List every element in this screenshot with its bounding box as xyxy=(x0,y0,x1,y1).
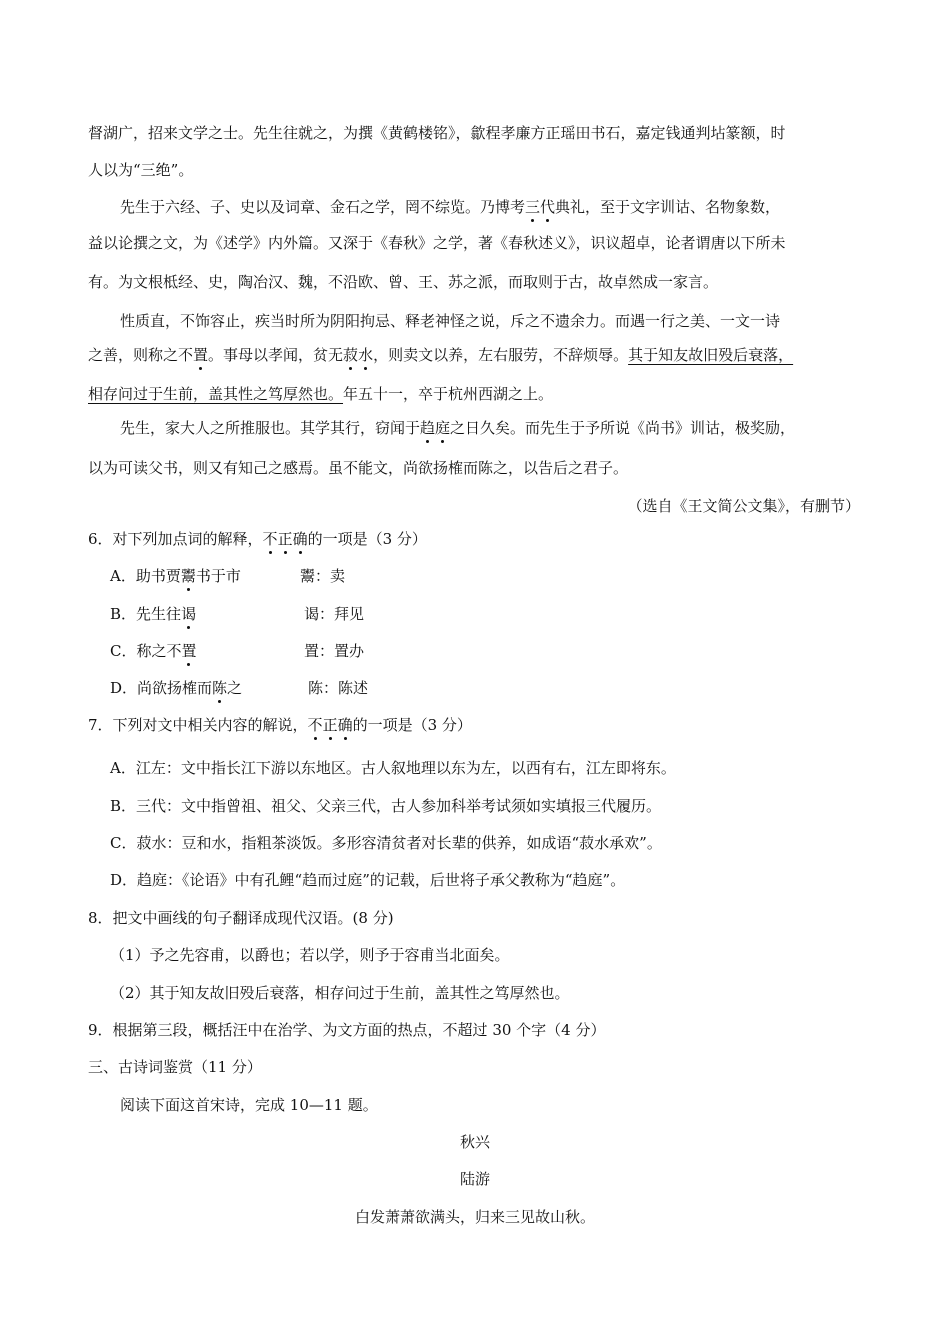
emphasis-dot-char: 置 xyxy=(181,642,197,660)
question-7-option-c: C．菽水：豆和水，指粗茶淡饭。多形容清贫者对长辈的供养，如成语“菽水承欢”。 xyxy=(110,834,662,852)
emphasis-dot-char: 不 xyxy=(262,530,278,548)
emphasis-dot-char: 不 xyxy=(307,716,323,734)
passage-line: 人以为“三绝”。 xyxy=(88,161,194,179)
passage-line xyxy=(88,384,553,404)
question-6-option-d-gloss: 陈：陈述 xyxy=(308,679,369,697)
emphasis-dot-char: 庭 xyxy=(435,419,451,437)
text-run: 之善，则称之不 xyxy=(88,346,194,364)
text-run: ，则卖文以养，左右服劳，不辞烦辱。 xyxy=(373,346,629,364)
question-6-option-c-gloss: 置：置办 xyxy=(304,642,365,660)
poem-author: 陆游 xyxy=(459,1170,490,1188)
text-run: 之日久矣。而先生于予所说《尚书》训诂，极奖励， xyxy=(450,419,796,437)
emphasis-dot-char: 水 xyxy=(358,346,374,364)
passage-line: 有。为文根柢经、史，陶冶汉、魏，不沿欧、曾、王、苏之派，而取则于古，故卓然成一家言。 xyxy=(88,273,719,291)
text-run: 之 xyxy=(227,679,243,697)
passage-source: （选自《王文简公文集》，有删节） xyxy=(627,497,860,515)
passage-paragraph-3-line: 性质直，不饰容止，疾当时所为阴阳拘忌、释老神怪之说，斥之不遗余力。而遇一行之美、一文一诗 xyxy=(120,312,781,330)
question-9-stem: 9．根据第三段，概括汪中在治学、为文方面的热点，不超过 30 个字（4 分） xyxy=(88,1021,606,1039)
question-7-stem xyxy=(88,715,472,735)
passage-line xyxy=(88,345,793,365)
passage-paragraph-4-line xyxy=(120,418,795,438)
question-6-option-a-gloss: 鬻：卖 xyxy=(300,567,346,585)
question-8-item-2: （2）其于知友故旧殁后衰落，相存问过于生前，盖其性之笃厚然也。 xyxy=(110,984,570,1002)
text-run: C．称之不 xyxy=(110,642,182,660)
passage-line: 督湖广，招来文学之士。先生往就之，为撰《黄鹤楼铭》，歙程孝廉方正瑶田书石，嘉定钱通判坫篆额，时 xyxy=(88,124,786,142)
emphasis-dot-char: 鬻 xyxy=(180,567,196,585)
poem-line: 白发萧萧欲满头，归来三见故山秋。 xyxy=(354,1208,595,1226)
question-6-stem xyxy=(88,529,427,549)
emphasis-dot-char: 趋 xyxy=(420,419,436,437)
text-run: 6．对下列加点词的解释， xyxy=(88,530,263,548)
emphasis-dot-char: 谒 xyxy=(181,605,197,623)
emphasis-dot-char: 置 xyxy=(193,346,209,364)
text-run: 典礼，至于文字训诂、名物象数， xyxy=(555,198,781,216)
emphasis-dot-char: 三 xyxy=(525,198,541,216)
question-6-option-b-gloss: 谒：拜见 xyxy=(304,605,365,623)
passage-line: 益以论撰之文，为《述学》内外篇。又深于《春秋》之学，著《春秋述义》，识议超卓，论者谓唐以下所未 xyxy=(88,234,786,252)
question-7-option-a: A．江左：文中指长江下游以东地区。古人叙地理以东为左，以西有右，江左即将东。 xyxy=(110,759,676,777)
question-6-option-d xyxy=(110,678,242,698)
emphasis-dot-char: 菽 xyxy=(343,346,359,364)
emphasis-dot-char: 正 xyxy=(277,530,293,548)
question-6-option-c xyxy=(110,641,197,661)
text-run: 先生，家大人之所推服也。其学其行，窃闻于 xyxy=(120,419,421,437)
poem-title: 秋兴 xyxy=(459,1133,490,1151)
section-3-heading: 三、古诗词鉴赏（11 分） xyxy=(88,1058,262,1076)
text-run: 先生于六经、子、史以及词章、金石之学，罔不综览。乃博考 xyxy=(120,198,526,216)
question-7-option-d: D．趋庭：《论语》中有孔鲤“趋而过庭”的记载，后世将子承父教称为“趋庭”。 xyxy=(110,871,626,889)
passage-line: 以为可读父书，则又有知己之感焉。虽不能文，尚欲扬榷而陈之，以告后之君子。 xyxy=(88,459,629,477)
question-8-stem: 8．把文中画线的句子翻译成现代汉语。(8 分) xyxy=(88,909,394,927)
emphasis-dot-char: 确 xyxy=(337,716,353,734)
text-run: 。事母以孝闻，贫无 xyxy=(208,346,344,364)
text-run: 年五十一，卒于杭州西湖之上。 xyxy=(343,385,554,403)
text-run: 的一项是（3 分） xyxy=(307,530,427,548)
underlined-sentence: 相存问过于生前，盖其性之笃厚然也。 xyxy=(88,385,344,403)
question-7-option-b: B．三代：文中指曾祖、祖父、父亲三代，古人参加科举考试须如实填报三代履历。 xyxy=(110,797,662,815)
text-run: B．先生往 xyxy=(110,605,182,623)
question-6-option-b xyxy=(110,604,196,624)
section-3-intro: 阅读下面这首宋诗，完成 10—11 题。 xyxy=(120,1096,378,1114)
emphasis-dot-char: 正 xyxy=(322,716,338,734)
emphasis-dot-char: 确 xyxy=(292,530,308,548)
text-run: 书于市 xyxy=(195,567,241,585)
text-run: 7．下列对文中相关内容的解说， xyxy=(88,716,308,734)
question-8-item-1: （1）予之先容甫，以爵也；若以学，则予于容甫当北面矣。 xyxy=(110,946,510,964)
question-6-option-a xyxy=(110,566,241,586)
text-run: D．尚欲扬榷而 xyxy=(110,679,213,697)
passage-paragraph-2-line xyxy=(120,197,780,217)
text-run: A．助书贾 xyxy=(110,567,181,585)
emphasis-dot-char: 陈 xyxy=(212,679,228,697)
text-run: 的一项是（3 分） xyxy=(352,716,472,734)
underlined-sentence: 其于知友故旧殁后衰落， xyxy=(628,346,794,364)
emphasis-dot-char: 代 xyxy=(540,198,556,216)
